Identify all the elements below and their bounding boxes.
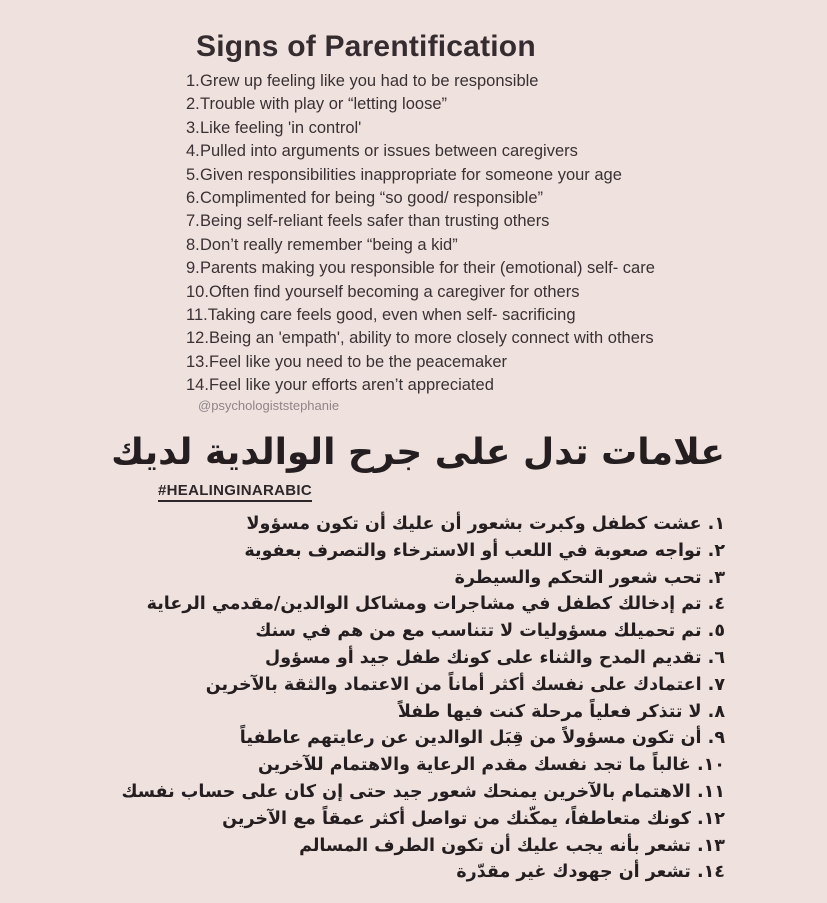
list-item: ١٠. غالباً ما تجد نفسك مقدم الرعاية والاهتمام للآخرين xyxy=(257,755,725,776)
arabic-title: علامات تدل على جرح الوالدية لديك xyxy=(111,432,725,473)
list-item: 3.Like feeling 'in control' xyxy=(186,118,362,137)
list-item: 5.Given responsibilities inappropriate for someone your age xyxy=(186,165,622,184)
english-title: Signs of Parentification xyxy=(196,30,536,63)
list-item: ١٣. تشعر بأنه يجب عليك أن تكون الطرف المسالم xyxy=(299,835,725,856)
author-credit: @psychologiststephanie xyxy=(198,398,340,413)
list-item: 9.Parents making you responsible for their (emotional) self- care xyxy=(186,259,655,278)
list-item: ١. عشت كطفل وكبرت بشعور أن عليك أن تكون مسؤولا xyxy=(246,514,725,534)
list-item: 13.Feel like you need to be the peacemaker xyxy=(186,352,508,371)
hashtag: #HEALINGINARABIC xyxy=(158,482,312,502)
list-item: ٣. تحب شعور التحكم والسيطرة xyxy=(454,567,725,588)
list-item: ٧. اعتمادك على نفسك أكثر أماناً من الاعتماد والثقة بالآخرين xyxy=(205,674,725,695)
list-item: ٢. تواجه صعوبة في اللعب أو الاسترخاء والتصرف بعفوية xyxy=(244,540,725,561)
list-item: ١١. الاهتمام بالآخرين يمنحك شعور جيد حتى إن كان على حساب نفسك xyxy=(121,781,725,802)
list-item: 1.Grew up feeling like you had to be responsible xyxy=(186,72,539,90)
list-item: ٨. لا تتذكر فعلياً مرحلة كنت فيها طفلاً xyxy=(397,701,725,722)
list-item: ٤. تم إدخالك كطفل في مشاجرات ومشاكل الوالدين/مقدمي الرعاية xyxy=(146,594,725,615)
list-item: 10.Often find yourself becoming a caregiver for others xyxy=(186,282,580,301)
list-item: 2.Trouble with play or “letting loose” xyxy=(186,95,448,114)
english-signs-list xyxy=(186,70,786,397)
arabic-signs-list xyxy=(60,511,725,886)
list-item: ١٤. تشعر أن جهودك غير مقدّرة xyxy=(456,862,725,883)
list-item: 7.Being self-reliant feels safer than trusting others xyxy=(186,212,550,231)
list-item: ١٢. كونك متعاطفاً، يمكّنك من تواصل أكثر عمقاً مع الآخرين xyxy=(222,808,725,829)
list-item: 12.Being an 'empath', ability to more closely connect with others xyxy=(186,329,654,348)
list-item: ٦. تقديم المدح والثناء على كونك طفل جيد أو مسؤول xyxy=(265,647,725,668)
list-item: ٥. تم تحميلك مسؤوليات لا تتناسب مع من هم في سنك xyxy=(255,621,725,642)
list-item: 11.Taking care feels good, even when self- sacrificing xyxy=(186,305,576,324)
list-item: 4.Pulled into arguments or issues between caregivers xyxy=(186,142,578,161)
list-item: ٩. أن تكون مسؤولاً من قِبَل الوالدين عن رعايتهم عاطفياً xyxy=(239,728,725,749)
list-item: 14.Feel like your efforts aren’t appreciated xyxy=(186,376,494,395)
list-item: 6.Complimented for being “so good/ responsible” xyxy=(186,188,544,207)
list-item: 8.Don’t really remember “being a kid” xyxy=(186,235,458,254)
